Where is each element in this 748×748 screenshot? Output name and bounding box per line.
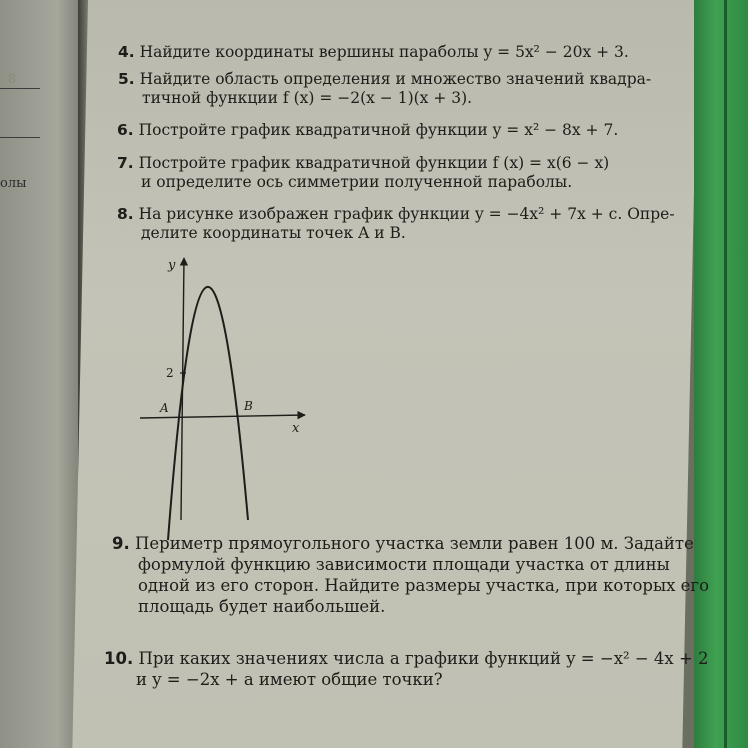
problem-text: площадь будет наибольшей. (138, 597, 386, 616)
problem-text: тичной функции f (x) = −2(x − 1)(x + 3). (142, 89, 473, 107)
left-page-word: олы (0, 176, 27, 191)
problem-number: 10. (104, 649, 134, 668)
problem-text: При каких значениях числа a графики функций y = −x² − 4x + 2 (138, 649, 709, 668)
problem-text: одной из его сторон. Найдите размеры участка, при которых его (138, 576, 709, 595)
left-page-digit: 8 (8, 72, 17, 87)
problem-number: 6. (117, 121, 134, 139)
problem-number: 7. (117, 154, 134, 172)
problem-text: Найдите область определения и множество значений квадра- (139, 70, 652, 88)
problem-text: Постройте график квадратичной функции y = x² − 8x + 7. (138, 121, 619, 139)
problem-text: и определите ось симметрии полученной параболы. (141, 173, 573, 191)
problem-text: и y = −2x + a имеют общие точки? (136, 670, 443, 689)
x-axis-label: x (292, 421, 300, 436)
problem-text: На рисунке изображен график функции y = −4x² + 7x + c. Опре- (138, 205, 675, 223)
problem-number: 8. (117, 205, 134, 223)
y-tick-label: 2 (166, 366, 174, 380)
problem-text: Периметр прямоугольного участка земли равен 100 м. Задайте (135, 534, 694, 553)
problem-text: делите координаты точек A и B. (141, 224, 406, 242)
point-b-label: B (244, 399, 253, 413)
problem-text: формулой функцию зависимости площади участка от длины (138, 555, 670, 574)
y-axis-label: y (168, 258, 176, 273)
problem-number: 4. (118, 43, 135, 61)
problem-9 (112, 533, 709, 617)
problem-number: 9. (112, 534, 130, 553)
problem-text: Постройте график квадратичной функции f (x) = x(6 − x) (138, 154, 610, 172)
problem-10 (104, 648, 709, 690)
x-axis (140, 415, 305, 418)
problem-number: 5. (118, 70, 135, 88)
point-a-label: A (160, 401, 169, 415)
problem-text: Найдите координаты вершины параболы y = 5x² − 20x + 3. (139, 43, 629, 61)
parabola-curve (168, 287, 248, 540)
